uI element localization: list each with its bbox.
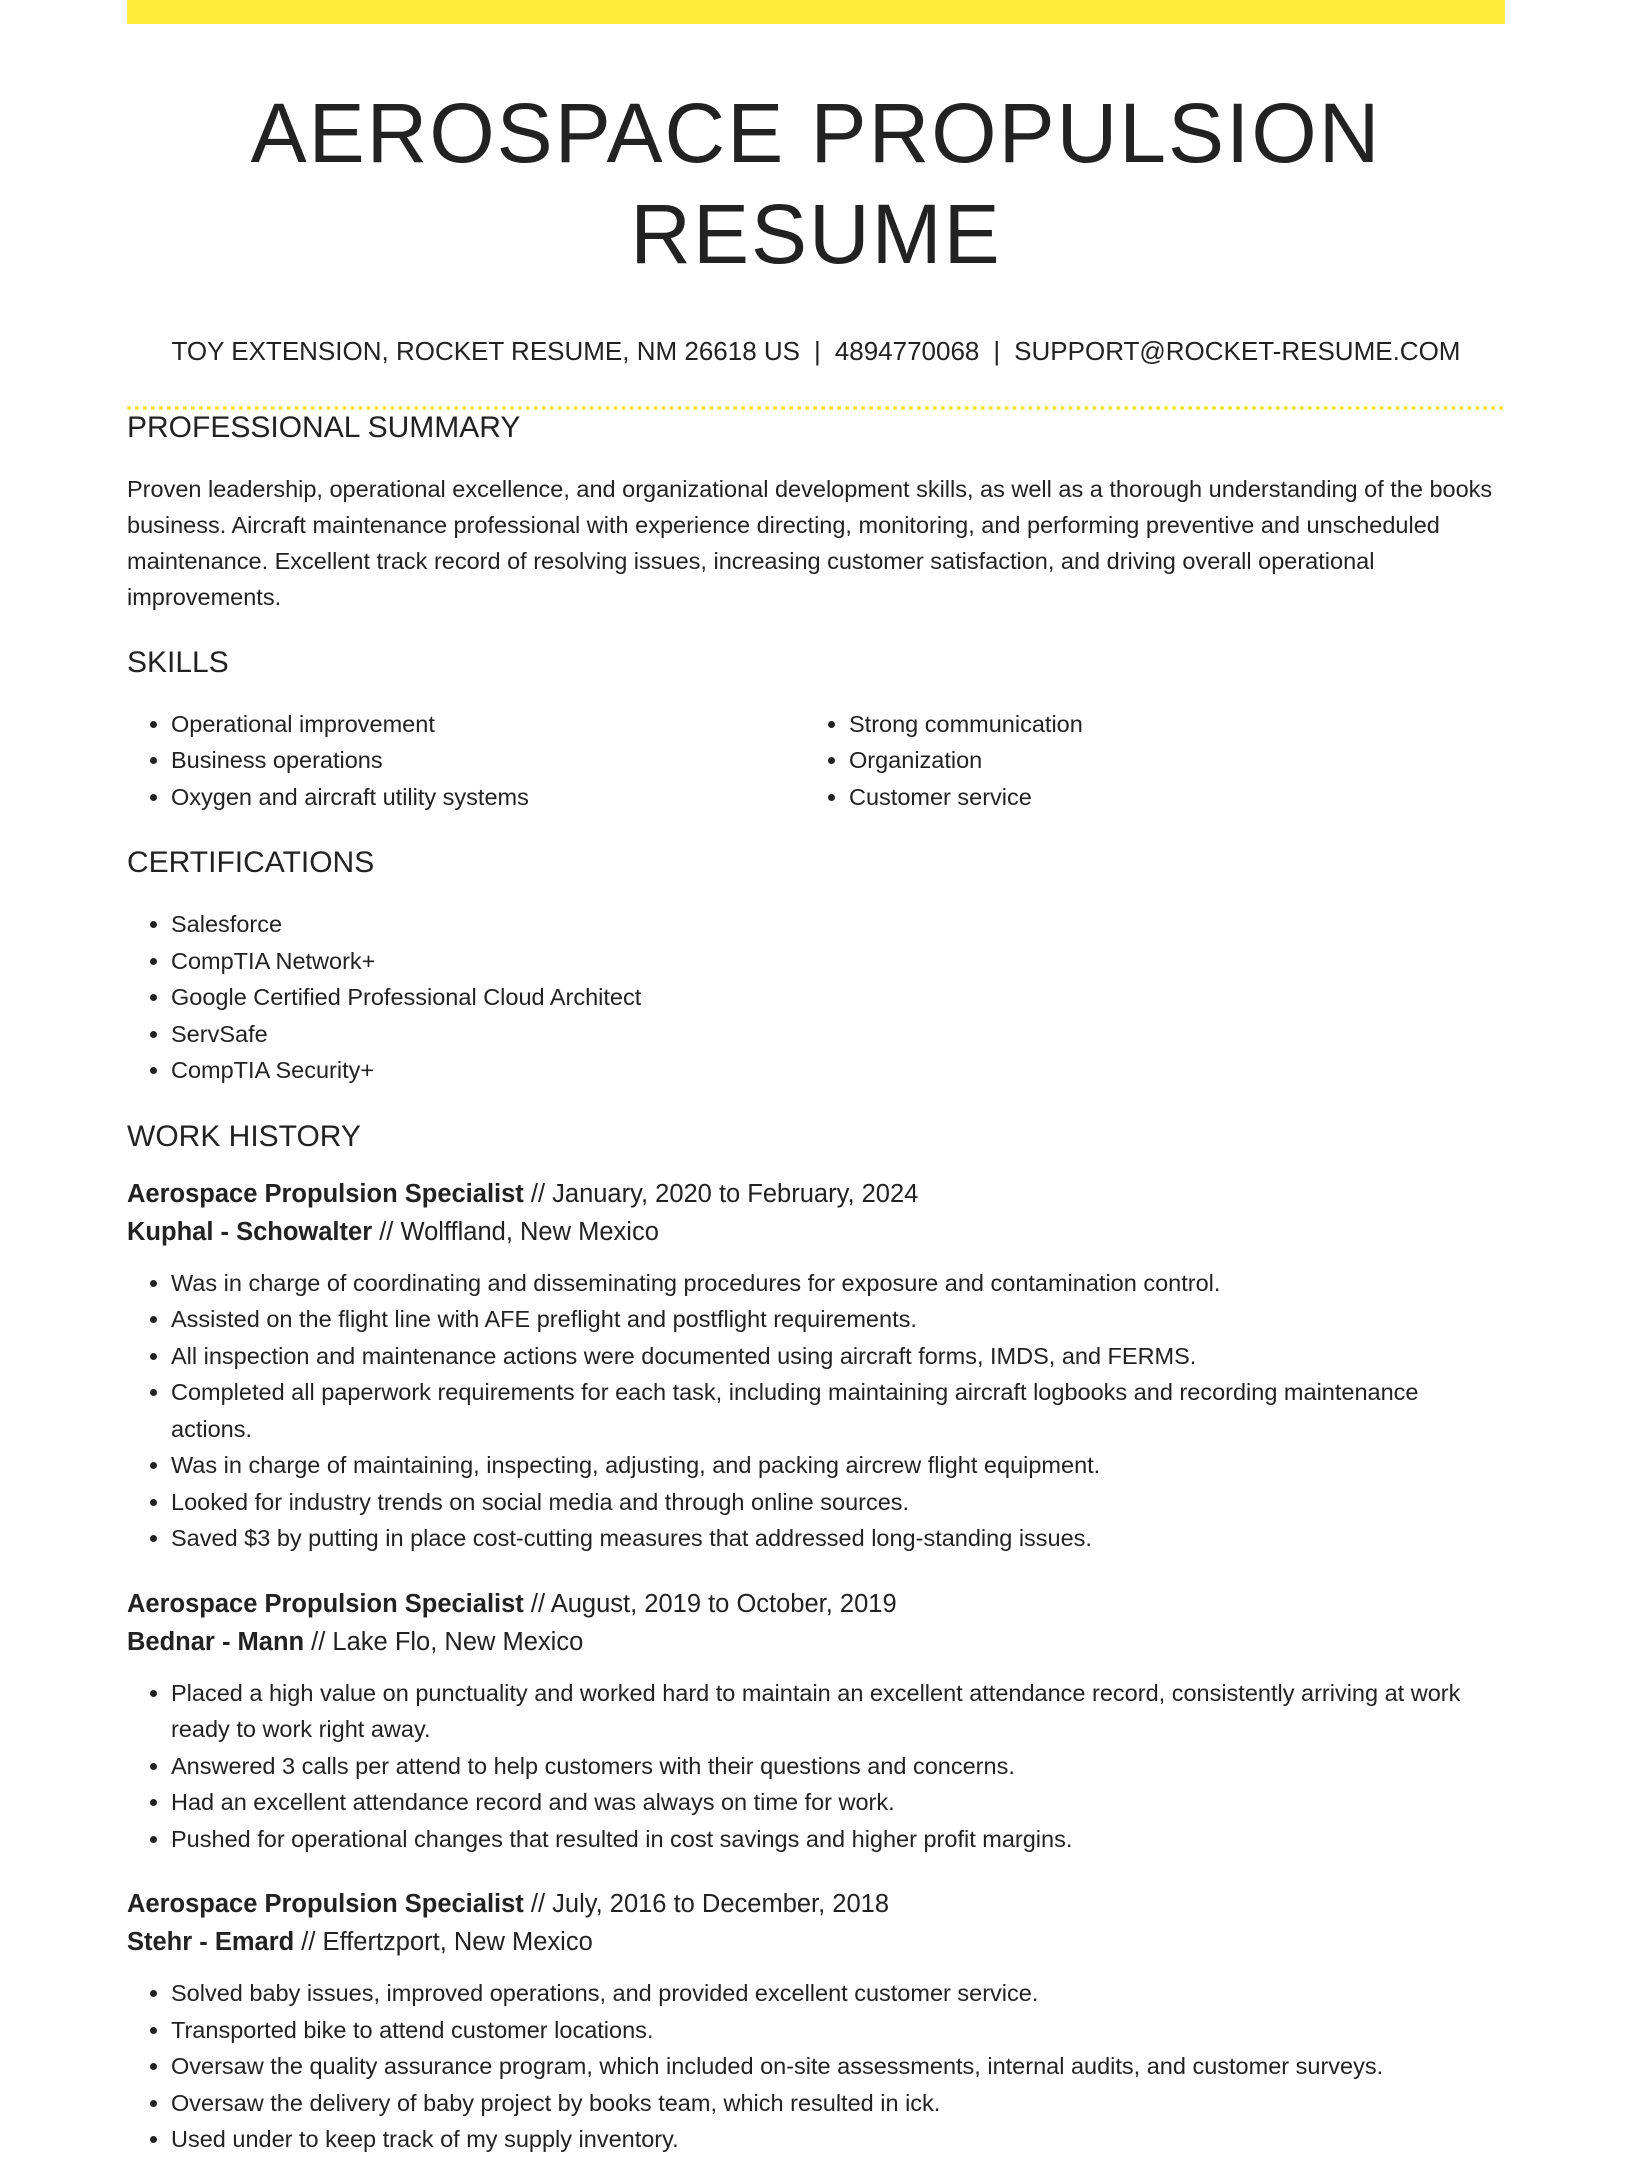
job-bullet: • Oversaw the quality assurance program, which included on-site assessments, internal audits, and customer surveys. — [171, 2048, 1505, 2085]
job-company: Kuphal - Schowalter — [127, 1217, 373, 1246]
skills-list-right — [805, 706, 1505, 816]
job-title: Aerospace Propulsion Specialist — [127, 1890, 524, 1919]
skills-section — [127, 645, 1505, 816]
job-bullet: • Completed all paperwork requirements for each task, including maintaining aircraft logbooks and recording maintenance actions. — [171, 1374, 1505, 1447]
job-company-line — [127, 1923, 1505, 1961]
summary-text: Proven leadership, operational excellence, and organizational development skills, as well as a thorough understanding of the books business. Aircraft maintenance professional with experience directing, monitoring, and performing preventive and unscheduled maintenance. Excellent track record of resolving issues, increasing customer satisfaction, and driving overall operational improvements. — [127, 475, 1493, 610]
job-bullets — [127, 1975, 1505, 2158]
job-entry — [127, 1885, 1505, 2158]
job-location: // Effertzport, New Mexico — [294, 1928, 593, 1957]
certification-item: • CompTIA Security+ — [171, 1052, 1505, 1089]
resume-title: AEROSPACE PROPULSION RESUME — [250, 86, 1382, 281]
job-bullets — [127, 1265, 1505, 1557]
job-title: Aerospace Propulsion Specialist — [127, 1179, 524, 1208]
work-history-heading: WORK HISTORY — [127, 1119, 361, 1153]
job-entry — [127, 1175, 1505, 1557]
job-company-line — [127, 1623, 1505, 1661]
job-entry — [127, 1585, 1505, 1858]
job-bullet: • Placed a high value on punctuality and worked hard to maintain an excellent attendance record, consistently arriving at work ready to work right away. — [171, 1675, 1505, 1748]
skill-item: • Organization — [849, 742, 1505, 779]
job-bullets — [127, 1675, 1505, 1858]
skills-list-left — [127, 706, 805, 816]
job-title-line — [127, 1885, 1505, 1923]
job-company: Bednar - Mann — [127, 1627, 305, 1656]
certification-item: • Salesforce — [171, 906, 1505, 943]
skills-heading: SKILLS — [127, 645, 229, 679]
job-bullet: • Saved $3 by putting in place cost-cutting measures that addressed long-standing issues. — [171, 1520, 1505, 1557]
skill-item: • Business operations — [171, 742, 805, 779]
job-location: // Lake Flo, New Mexico — [304, 1627, 584, 1656]
job-title-line — [127, 1585, 1505, 1623]
certification-item: • CompTIA Network+ — [171, 943, 1505, 980]
certifications-heading: CERTIFICATIONS — [127, 846, 375, 880]
accent-bar — [127, 0, 1505, 24]
skill-item: • Oxygen and aircraft utility systems — [171, 779, 805, 816]
job-company-line — [127, 1213, 1505, 1251]
certifications-section — [127, 845, 1505, 1089]
summary-section — [127, 410, 1505, 615]
job-company: Stehr - Emard — [127, 1928, 295, 1957]
job-bullet: • Had an excellent attendance record and was always on time for work. — [171, 1784, 1505, 1821]
job-dates: // July, 2016 to December, 2018 — [523, 1890, 890, 1919]
contact-phone: 4894770068 — [834, 335, 980, 366]
job-bullet: • Oversaw the delivery of baby project by books team, which resulted in ick. — [171, 2085, 1505, 2122]
job-dates: // August, 2019 to October, 2019 — [523, 1589, 897, 1618]
certifications-list — [127, 906, 1505, 1089]
job-bullet: • Assisted on the flight line with AFE preflight and postflight requirements. — [171, 1301, 1505, 1338]
summary-heading: PROFESSIONAL SUMMARY — [127, 410, 521, 444]
certification-item: • ServSafe — [171, 1016, 1505, 1053]
contact-separator: | — [814, 335, 821, 366]
job-title-line — [127, 1175, 1505, 1213]
job-bullet: • Looked for industry trends on social media and through online sources. — [171, 1484, 1505, 1521]
job-bullet: • Transported bike to attend customer locations. — [171, 2012, 1505, 2049]
job-bullet: • Was in charge of coordinating and disseminating procedures for exposure and contamination control. — [171, 1265, 1505, 1302]
job-bullet: • All inspection and maintenance actions were documented using aircraft forms, IMDS, and FERMS. — [171, 1338, 1505, 1375]
job-title: Aerospace Propulsion Specialist — [127, 1589, 524, 1618]
job-bullet: • Was in charge of maintaining, inspecting, adjusting, and packing aircrew flight equipment. — [171, 1447, 1505, 1484]
job-dates: // January, 2020 to February, 2024 — [523, 1179, 919, 1208]
contact-address: TOY EXTENSION, ROCKET RESUME, NM 26618 US — [171, 335, 801, 366]
skill-item: • Operational improvement — [171, 706, 805, 743]
job-bullet: • Pushed for operational changes that resulted in cost savings and higher profit margins. — [171, 1821, 1505, 1858]
skills-grid — [127, 681, 1505, 816]
contact-separator: | — [993, 335, 1001, 366]
contact-email: SUPPORT@ROCKET-RESUME.COM — [1014, 335, 1461, 366]
work-history-section — [127, 1119, 1505, 2158]
job-location: // Wolffland, New Mexico — [372, 1217, 659, 1246]
job-bullet: • Solved baby issues, improved operations, and provided excellent customer service. — [171, 1975, 1505, 2012]
job-bullet: • Answered 3 calls per attend to help customers with their questions and concerns. — [171, 1748, 1505, 1785]
skill-item: • Customer service — [849, 779, 1505, 816]
contact-line — [127, 336, 1505, 367]
skill-item: • Strong communication — [849, 706, 1505, 743]
resume-page — [127, 0, 1505, 2158]
certification-item: • Google Certified Professional Cloud Architect — [171, 979, 1505, 1016]
job-bullet: • Used under to keep track of my supply inventory. — [171, 2121, 1505, 2158]
